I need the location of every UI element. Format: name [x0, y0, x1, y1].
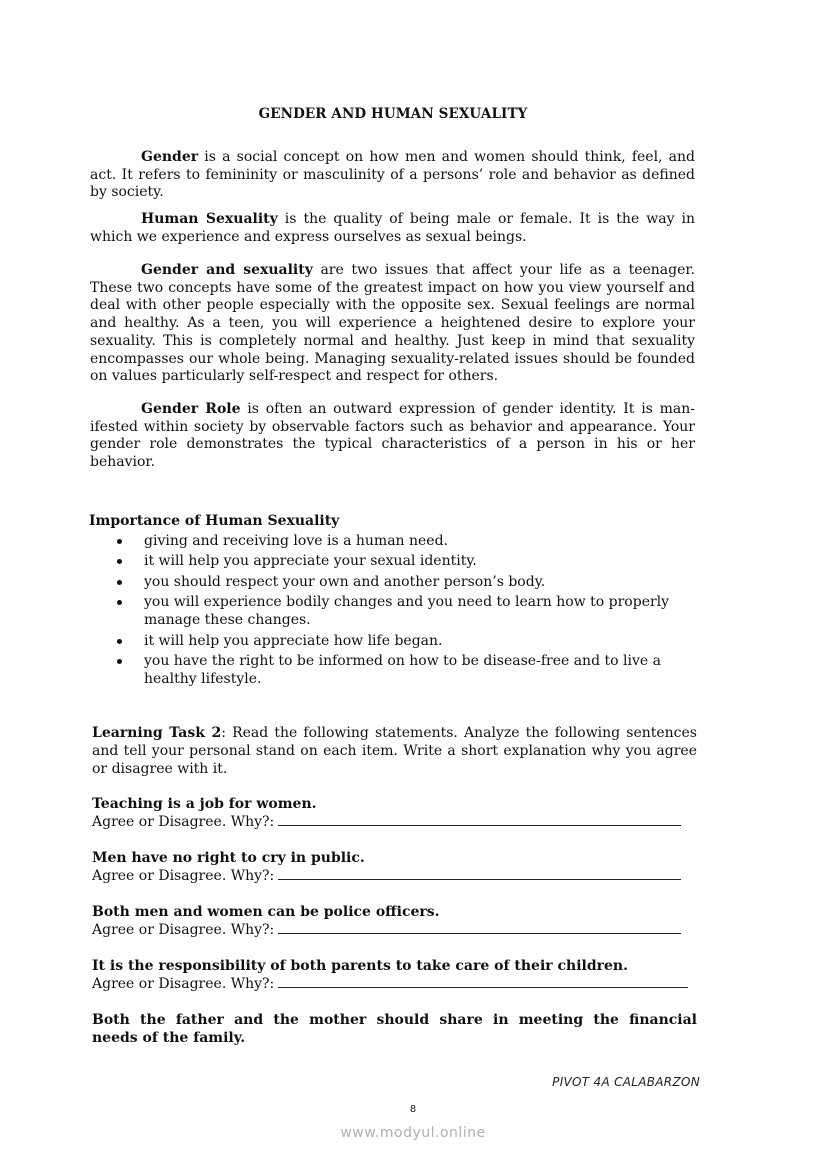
statement-question: Men have no right to cry in public.	[92, 850, 365, 866]
answer-blank[interactable]	[278, 867, 681, 880]
watermark: www.modyul.online	[340, 1125, 486, 1141]
bullet-icon	[117, 639, 122, 644]
learning-task-label: Learning Task 2	[92, 725, 222, 741]
statement-question: It is the responsibility of both parents to take care of their children.	[92, 958, 628, 974]
list-item: you should respect your own and another person’s body.	[90, 573, 710, 591]
answer-blank[interactable]	[278, 975, 688, 988]
paragraph-gender-role	[90, 401, 695, 472]
answer-prompt: Agree or Disagree. Why?:	[92, 922, 275, 938]
definition-gender-and-sexuality: are two issues that affect your life as a teenager. These two concepts have some of the greatest impact on how you view yourself and deal with other people especially with the opposite sex. Sexual feelings are normal and healthy. As a teen, you will experience a heightened desire to explore your sexuality. This is completely normal and healthy. Just keep in mind that sexuality encompasses our whole being. Managing sexuality-related issues should be founded on values particularly self-respect and respect for others.	[90, 262, 695, 385]
page-title: GENDER AND HUMAN SEXUALITY	[258, 106, 528, 122]
bullet-icon	[117, 559, 122, 564]
answer-prompt: Agree or Disagree. Why?:	[92, 868, 275, 884]
bullet-icon	[117, 580, 122, 585]
bullet-icon	[117, 659, 122, 664]
term-gender: Gender	[141, 149, 199, 165]
answer-blank[interactable]	[278, 813, 681, 826]
definition-gender-role: is often an outward expression of gender identity. It is manifested within society by observable factors such as behavior and appearance. Your gender role demonstrates the typical characteristics of a person in his or her behavior.	[90, 401, 695, 471]
statement-question: Both men and women can be police officers.	[92, 904, 440, 920]
importance-list	[90, 532, 710, 690]
list-item: you will experience bodily changes and you need to learn how to properly manage these changes.	[90, 593, 710, 629]
term-human-sexuality: Human Sexuality	[141, 211, 278, 227]
learning-task-instructions: Learning Task 2: Read the following statements. Analyze the following sentences and tell your personal stand on each item. Write a short explanation why you agree or disagree with it.	[92, 725, 697, 777]
list-item: it will help you appreciate how life began.	[90, 632, 710, 650]
term-gender-and-sexuality: Gender and sexuality	[141, 262, 313, 278]
list-item: you have the right to be informed on how to be disease-free and to live a healthy lifestyle.	[90, 652, 710, 688]
paragraph-gender-and-sexuality	[90, 262, 695, 386]
bullet-icon	[117, 600, 122, 605]
definition-human-sexuality: is the quality of being male or female. It is the way in which we experience and express ourselves as sexual beings.	[90, 211, 695, 245]
answer-prompt: Agree or Disagree. Why?:	[92, 976, 275, 992]
footer-brand: PIVOT 4A CALABARZON	[552, 1075, 700, 1089]
bullet-icon	[117, 539, 122, 544]
definition-gender: is a social concept on how men and women should think, feel, and act. It refers to femininity or masculinity of a persons’ role and behavior as defined by society.	[90, 149, 695, 201]
statement-question: Teaching is a job for women.	[92, 796, 317, 812]
paragraph-gender	[90, 149, 695, 202]
term-gender-role: Gender Role	[141, 401, 241, 417]
statement-item	[92, 957, 702, 993]
statement-item	[92, 849, 702, 885]
list-item: it will help you appreciate your sexual identity.	[90, 552, 710, 570]
page-number: 8	[409, 1104, 417, 1115]
statement-final: Both the father and the mother should share in meeting the financial needs of the family.	[92, 1012, 697, 1046]
answer-blank[interactable]	[278, 921, 681, 934]
statement-item	[92, 795, 702, 831]
importance-heading: Importance of Human Sexuality	[89, 513, 340, 529]
statement-item	[92, 903, 702, 939]
list-item: giving and receiving love is a human need.	[90, 532, 710, 550]
answer-prompt: Agree or Disagree. Why?:	[92, 814, 275, 830]
learning-task-text: Read the following statements. Analyze the following sentences and tell your personal stand on each item. Write a short explanation why you agree or disagree with it.	[92, 725, 697, 777]
paragraph-human-sexuality	[90, 211, 695, 246]
